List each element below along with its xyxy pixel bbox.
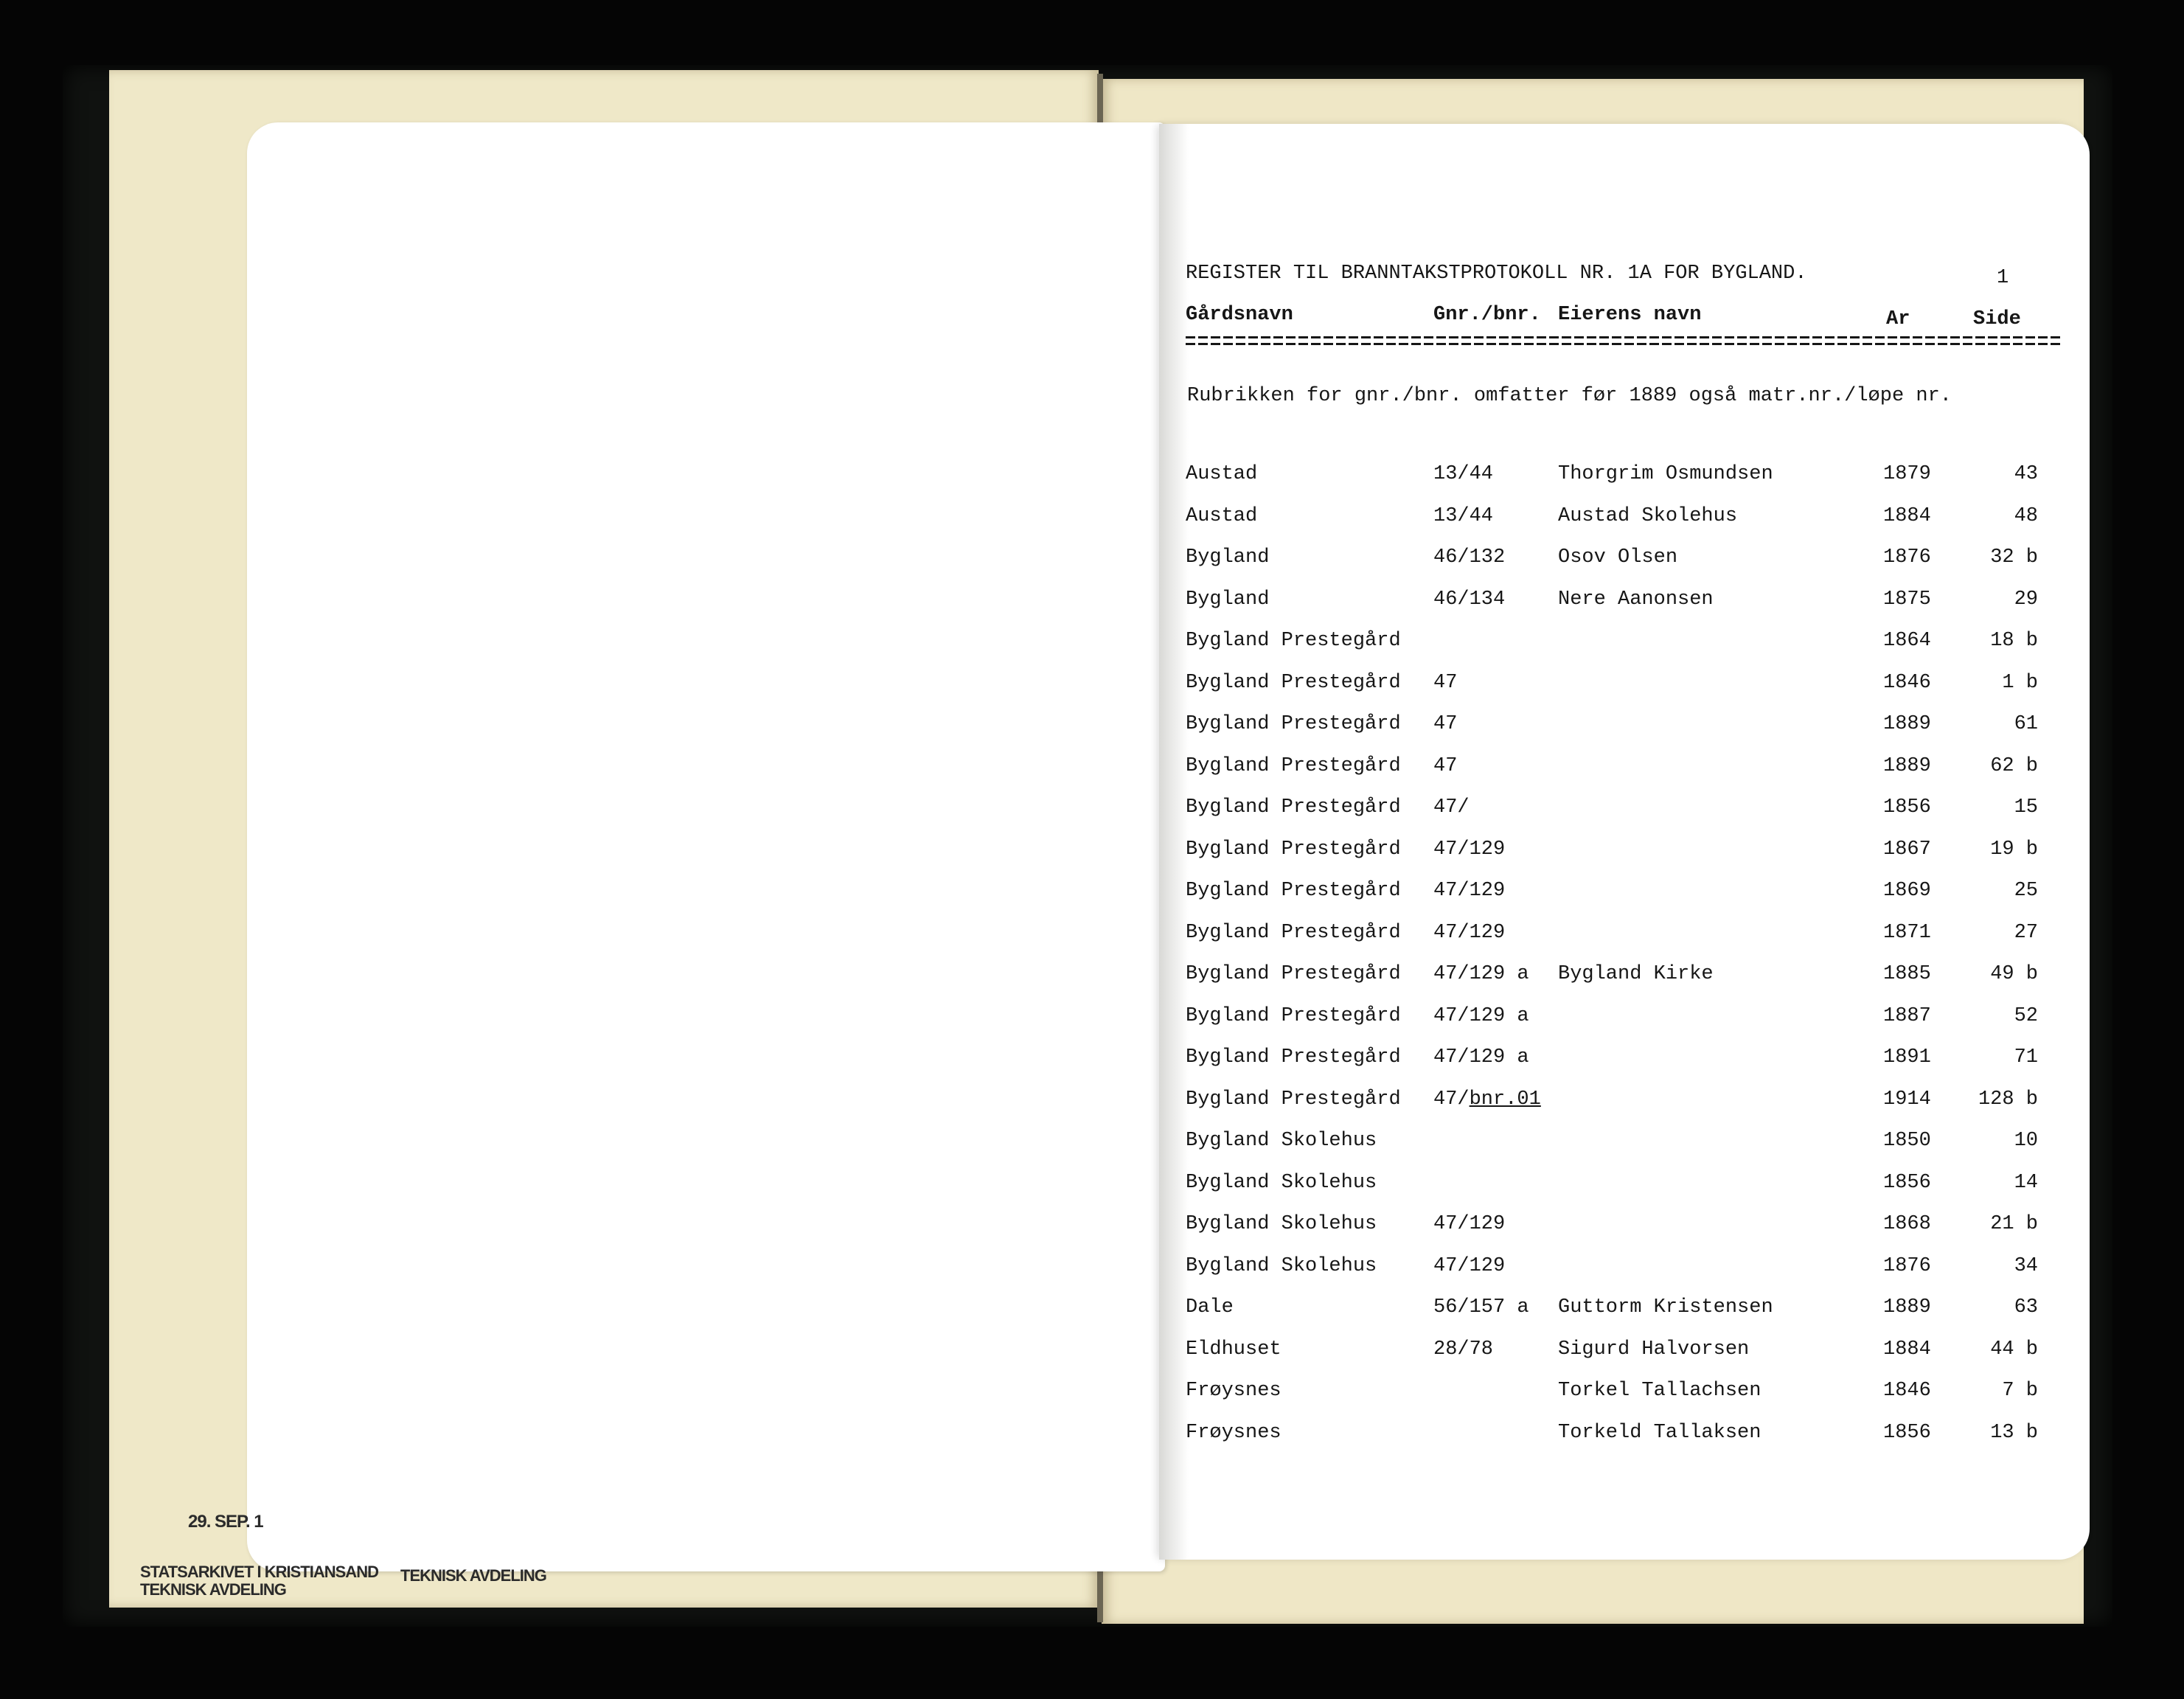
row-year: 1887 (1883, 1004, 1931, 1027)
table-row (1186, 838, 2063, 880)
row-farm-name: Bygland Skolehus (1186, 1171, 1377, 1194)
row-farm-name: Bygland Skolehus (1186, 1213, 1377, 1235)
row-year: 1914 (1883, 1088, 1931, 1111)
header-page: Side (1973, 308, 2021, 330)
row-owner: Bygland Kirke (1558, 963, 1714, 985)
column-header-row (1186, 304, 2063, 333)
row-farm-name: Bygland Prestegård (1186, 671, 1401, 694)
row-page: 62 b (1990, 754, 2038, 777)
header-gnr: Gnr./bnr. (1433, 304, 1541, 326)
header-farm: Gårdsnavn (1186, 304, 1293, 326)
row-page: 71 (2014, 1046, 2038, 1069)
row-gnr: 13/44 (1433, 463, 1494, 485)
row-owner: Nere Aanonsen (1558, 588, 1714, 611)
row-year: 1889 (1883, 1296, 1931, 1318)
title-row (1186, 263, 2063, 292)
row-page: 63 (2014, 1296, 2038, 1318)
row-gnr: 47 (1433, 754, 1458, 777)
row-owner: Torkel Tallachsen (1558, 1380, 1762, 1402)
row-gnr: 46/132 (1433, 546, 1506, 569)
row-year: 1876 (1883, 546, 1931, 569)
row-page: 48 (2014, 504, 2038, 527)
row-gnr: 47/129 a (1433, 1004, 1529, 1027)
row-farm-name: Frøysnes (1186, 1421, 1281, 1444)
table-row (1186, 1088, 2063, 1130)
row-year: 1891 (1883, 1046, 1931, 1069)
row-farm-name: Bygland Prestegård (1186, 630, 1401, 652)
row-gnr: 47/129 (1433, 1213, 1506, 1235)
row-owner: Austad Skolehus (1558, 504, 1738, 527)
row-year: 1846 (1883, 1380, 1931, 1402)
row-gnr: 46/134 (1433, 588, 1506, 611)
row-year: 1869 (1883, 880, 1931, 902)
row-gnr: 47/ (1433, 796, 1470, 819)
row-farm-name: Bygland Prestegård (1186, 713, 1401, 735)
table-row (1186, 880, 2063, 922)
row-page: 21 b (1990, 1213, 2038, 1235)
row-farm-name: Frøysnes (1186, 1380, 1281, 1402)
header-double-rule (1186, 336, 2063, 347)
table-row (1186, 1255, 2063, 1297)
table-row (1186, 963, 2063, 1005)
left-blank-sheet (247, 122, 1165, 1571)
row-gnr: 56/157 a (1433, 1296, 1529, 1318)
row-page: 52 (2014, 1004, 2038, 1027)
register-rows (1186, 463, 2063, 1463)
table-row (1186, 1130, 2063, 1172)
table-row (1186, 713, 2063, 755)
table-row (1186, 1213, 2063, 1255)
row-year: 1867 (1883, 838, 1931, 861)
row-gnr (1433, 1088, 1541, 1111)
row-farm-name: Bygland Prestegård (1186, 796, 1401, 819)
table-row (1186, 922, 2063, 964)
row-page: 32 b (1990, 546, 2038, 569)
row-year: 1850 (1883, 1130, 1931, 1152)
row-page: 128 b (1978, 1088, 2038, 1111)
row-farm-name: Bygland Skolehus (1186, 1254, 1377, 1277)
table-row (1186, 796, 2063, 838)
row-owner: Guttorm Kristensen (1558, 1296, 1773, 1318)
row-gnr-underlined: bnr.01 (1469, 1088, 1541, 1111)
table-row (1186, 546, 2063, 588)
row-page: 14 (2014, 1171, 2038, 1194)
archive-stamp-line1: STATSARKIVET I KRISTIANSAND (140, 1563, 378, 1581)
row-page: 15 (2014, 796, 2038, 819)
row-year: 1884 (1883, 1338, 1931, 1361)
row-farm-name: Bygland Prestegård (1186, 880, 1401, 902)
row-gnr: 13/44 (1433, 504, 1494, 527)
row-year: 1885 (1883, 963, 1931, 985)
date-stamp: 29. SEP. 1 (188, 1512, 263, 1532)
table-row (1186, 1172, 2063, 1214)
row-page: 27 (2014, 921, 2038, 944)
table-row (1186, 1296, 2063, 1338)
row-year: 1856 (1883, 1421, 1931, 1444)
row-year: 1856 (1883, 796, 1931, 819)
table-row (1186, 672, 2063, 714)
row-page: 43 (2014, 463, 2038, 485)
table-row (1186, 1422, 2063, 1464)
row-year: 1846 (1883, 671, 1931, 694)
table-row (1186, 588, 2063, 630)
row-gnr: 47/129 (1433, 880, 1506, 902)
row-farm-name: Bygland Prestegård (1186, 838, 1401, 861)
row-farm-name: Bygland Prestegård (1186, 1088, 1401, 1111)
table-row (1186, 1380, 2063, 1422)
row-year: 1875 (1883, 588, 1931, 611)
row-page: 34 (2014, 1254, 2038, 1277)
row-farm-name: Bygland (1186, 546, 1270, 569)
row-page: 18 b (1990, 630, 2038, 652)
row-gnr: 47/129 (1433, 1254, 1506, 1277)
department-stamp: TEKNISK AVDELING (400, 1566, 546, 1585)
row-year: 1889 (1883, 713, 1931, 735)
row-owner: Osov Olsen (1558, 546, 1678, 569)
archive-stamp-line2: TEKNISK AVDELING (140, 1580, 286, 1599)
row-page: 29 (2014, 588, 2038, 611)
table-row (1186, 1338, 2063, 1380)
row-farm-name: Austad (1186, 463, 1258, 485)
table-row (1186, 1005, 2063, 1047)
header-owner: Eierens navn (1558, 304, 1702, 326)
row-page: 10 (2014, 1130, 2038, 1152)
table-row (1186, 755, 2063, 797)
row-owner: Thorgrim Osmundsen (1558, 463, 1773, 485)
row-gnr: 47/129 (1433, 921, 1506, 944)
row-gnr: 28/78 (1433, 1338, 1494, 1361)
sheet-gutter-shadow (1159, 124, 1189, 1560)
row-farm-name: Eldhuset (1186, 1338, 1281, 1361)
header-year: Ar (1886, 308, 1910, 330)
row-year: 1876 (1883, 1254, 1931, 1277)
table-row (1186, 463, 2063, 505)
row-farm-name: Austad (1186, 504, 1258, 527)
archive-stamp (140, 1563, 378, 1599)
row-page: 1 b (2002, 671, 2038, 694)
page-number: 1 (1997, 267, 2009, 289)
row-farm-name: Bygland Prestegård (1186, 1004, 1401, 1027)
register-note: Rubrikken for gnr./bnr. omfatter før 1889 også matr.nr./løpe nr. (1187, 385, 1952, 407)
row-year: 1884 (1883, 504, 1931, 527)
row-gnr: 47/129 a (1433, 1046, 1529, 1069)
row-page: 13 b (1990, 1421, 2038, 1444)
row-page: 44 b (1990, 1338, 2038, 1361)
row-year: 1889 (1883, 754, 1931, 777)
row-owner: Torkeld Tallaksen (1558, 1421, 1762, 1444)
row-year: 1856 (1883, 1171, 1931, 1194)
register-title: REGISTER TIL BRANNTAKSTPROTOKOLL NR. 1A FOR BYGLAND. (1186, 263, 1807, 285)
table-row (1186, 1046, 2063, 1088)
row-year: 1879 (1883, 463, 1931, 485)
row-year: 1868 (1883, 1213, 1931, 1235)
row-gnr: 47 (1433, 713, 1458, 735)
row-gnr: 47/129 (1433, 838, 1506, 861)
row-gnr: 47 (1433, 671, 1458, 694)
row-farm-name: Bygland Skolehus (1186, 1130, 1377, 1152)
row-page: 19 b (1990, 838, 2038, 861)
row-page: 7 b (2002, 1380, 2038, 1402)
table-row (1186, 630, 2063, 672)
row-page: 61 (2014, 713, 2038, 735)
row-gnr-prefix: 47/ (1433, 1088, 1470, 1111)
table-row (1186, 505, 2063, 547)
row-farm-name: Bygland Prestegård (1186, 921, 1401, 944)
row-farm-name: Bygland Prestegård (1186, 754, 1401, 777)
row-year: 1864 (1883, 630, 1931, 652)
row-year: 1871 (1883, 921, 1931, 944)
row-owner: Sigurd Halvorsen (1558, 1338, 1750, 1361)
row-farm-name: Bygland Prestegård (1186, 963, 1401, 985)
row-farm-name: Bygland (1186, 588, 1270, 611)
row-page: 25 (2014, 880, 2038, 902)
row-page: 49 b (1990, 963, 2038, 985)
row-farm-name: Dale (1186, 1296, 1234, 1318)
row-gnr: 47/129 a (1433, 963, 1529, 985)
row-farm-name: Bygland Prestegård (1186, 1046, 1401, 1069)
